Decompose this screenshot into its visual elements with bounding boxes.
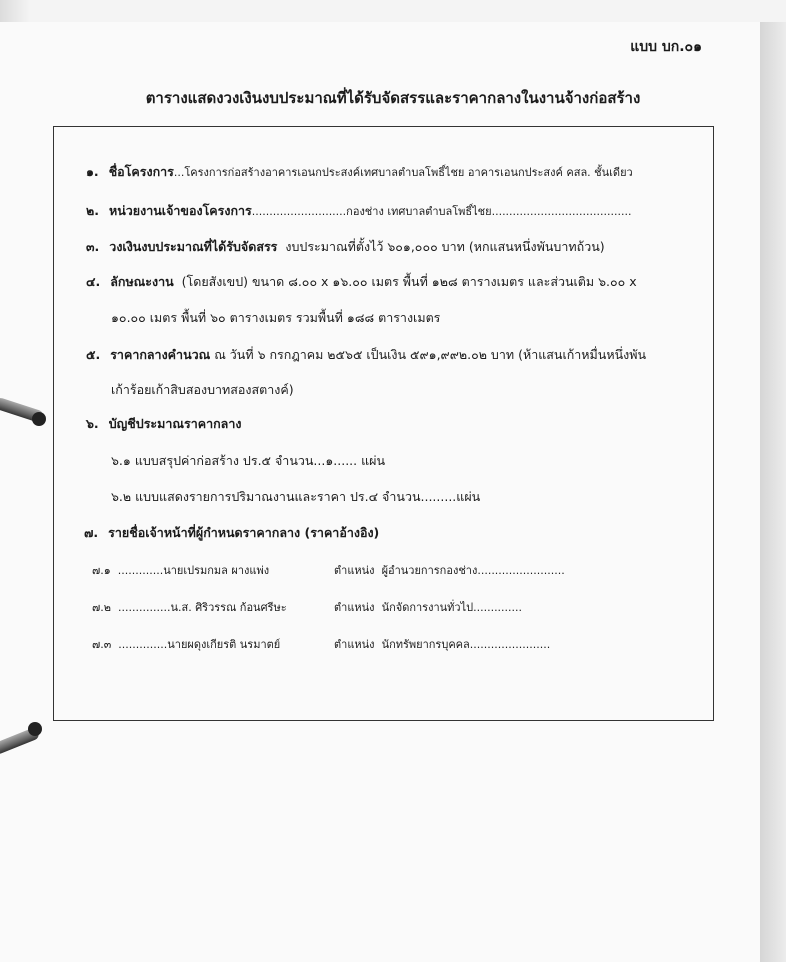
binder-hole-top: [32, 412, 46, 426]
item-6-label: บัญชีประมาณราคากลาง: [108, 416, 242, 431]
person-row: [92, 635, 280, 653]
paper-edge: [760, 22, 786, 962]
item-5-continuation: เก้าร้อยเก้าสิบสองบาทสองสตางค์): [111, 382, 294, 397]
position-label: ตำแหน่ง: [334, 638, 375, 651]
item-1: [86, 162, 633, 182]
item-4-label: ลักษณะงาน: [110, 274, 174, 289]
item-1-value: ...โครงการก่อสร้างอาคารเอนกประสงค์เทศบาลตำบลโพธิ์ไชย อาคารเอนกประสงค์ คสล. ชั้นเดียว: [173, 166, 633, 179]
person-number: ๗.๒: [92, 601, 112, 614]
position-value: นักทรัพยากรบุคคล.......................: [381, 638, 551, 651]
position-label: ตำแหน่ง: [334, 564, 375, 577]
form-code: แบบ บก.๐๑: [630, 39, 702, 55]
position-label: ตำแหน่ง: [334, 601, 375, 614]
item-7-label: รายชื่อเจ้าหน้าที่ผู้กำหนดราคากลาง (ราคาอ้างอิง): [108, 525, 380, 540]
item-4: [86, 272, 637, 292]
item-5: [86, 345, 646, 365]
person-position: [334, 598, 522, 616]
content-box: [53, 126, 714, 721]
item-2: [86, 201, 631, 221]
item-2-label: หน่วยงานเจ้าของโครงการ: [109, 203, 252, 218]
item-7-number: ๗.: [84, 525, 99, 540]
item-7: [84, 523, 379, 543]
position-value: นักจัดการงานทั่วไป..............: [381, 601, 523, 614]
person-position: [334, 635, 550, 653]
item-3-number: ๓.: [86, 239, 100, 254]
item-6-number: ๖.: [86, 416, 99, 431]
item-6-2: ๖.๒ แบบแสดงรายการปริมาณงานและราคา ปร.๔ จำนวน.........แผ่น: [111, 489, 481, 504]
item-5-value: ณ วันที่ ๖ กรกฎาคม ๒๕๖๕ เป็นเงิน ๕๙๑,๙๙๒.๐๒ บาท (ห้าแสนเก้าหมื่นหนึ่งพัน: [214, 347, 647, 362]
item-4-value: (โดยสังเขป) ขนาด ๘.๐๐ x ๑๖.๐๐ เมตร พื้นที่ ๑๒๘ ตารางเมตร และส่วนเติม ๖.๐๐ x: [181, 274, 637, 289]
item-6-1: ๖.๑ แบบสรุปค่าก่อสร้าง ปร.๕ จำนวน...๑...... แผ่น: [111, 453, 386, 468]
item-1-label: ชื่อโครงการ: [108, 164, 174, 179]
item-4-continuation: ๑๐.๐๐ เมตร พื้นที่ ๖๐ ตารางเมตร รวมพื้นที่ ๑๘๘ ตารางเมตร: [111, 310, 441, 325]
item-2-number: ๒.: [86, 203, 99, 218]
binder-hole-bottom: [28, 722, 42, 736]
person-name: .............นายเปรมกมล ผางแพ่ง: [117, 564, 270, 577]
person-number: ๗.๓: [92, 638, 112, 651]
item-5-label: ราคากลางคำนวณ: [110, 347, 211, 362]
position-value: ผู้อำนวยการกองช่าง.........................: [381, 564, 565, 577]
person-position: [334, 561, 565, 579]
item-2-value: ...........................กองช่าง เทศบาลตำบลโพธิ์ไชย........................................: [251, 205, 632, 218]
document-title: ตารางแสดงวงเงินงบประมาณที่ได้รับจัดสรรและราคากลางในงานจ้างก่อสร้าง: [145, 89, 641, 107]
person-name: ...............น.ส. ศิริวรรณ ก้อนศรีษะ: [118, 601, 287, 614]
item-1-number: ๑.: [86, 164, 99, 179]
item-3-value: งบประมาณที่ตั้งไว้ ๖๐๑,๐๐๐ บาท (หกแสนหนึ่งพันบาทถ้วน): [285, 239, 605, 254]
item-6: [86, 414, 241, 434]
item-4-number: ๔.: [86, 274, 101, 289]
person-row: [92, 598, 287, 616]
item-3-label: วงเงินงบประมาณที่ได้รับจัดสรร: [109, 239, 278, 254]
person-row: [92, 561, 269, 579]
person-number: ๗.๑: [92, 564, 111, 577]
item-5-number: ๕.: [86, 347, 101, 362]
person-name: ..............นายผดุงเกียรติ นรมาตย์: [118, 638, 281, 651]
item-3: [86, 237, 605, 257]
